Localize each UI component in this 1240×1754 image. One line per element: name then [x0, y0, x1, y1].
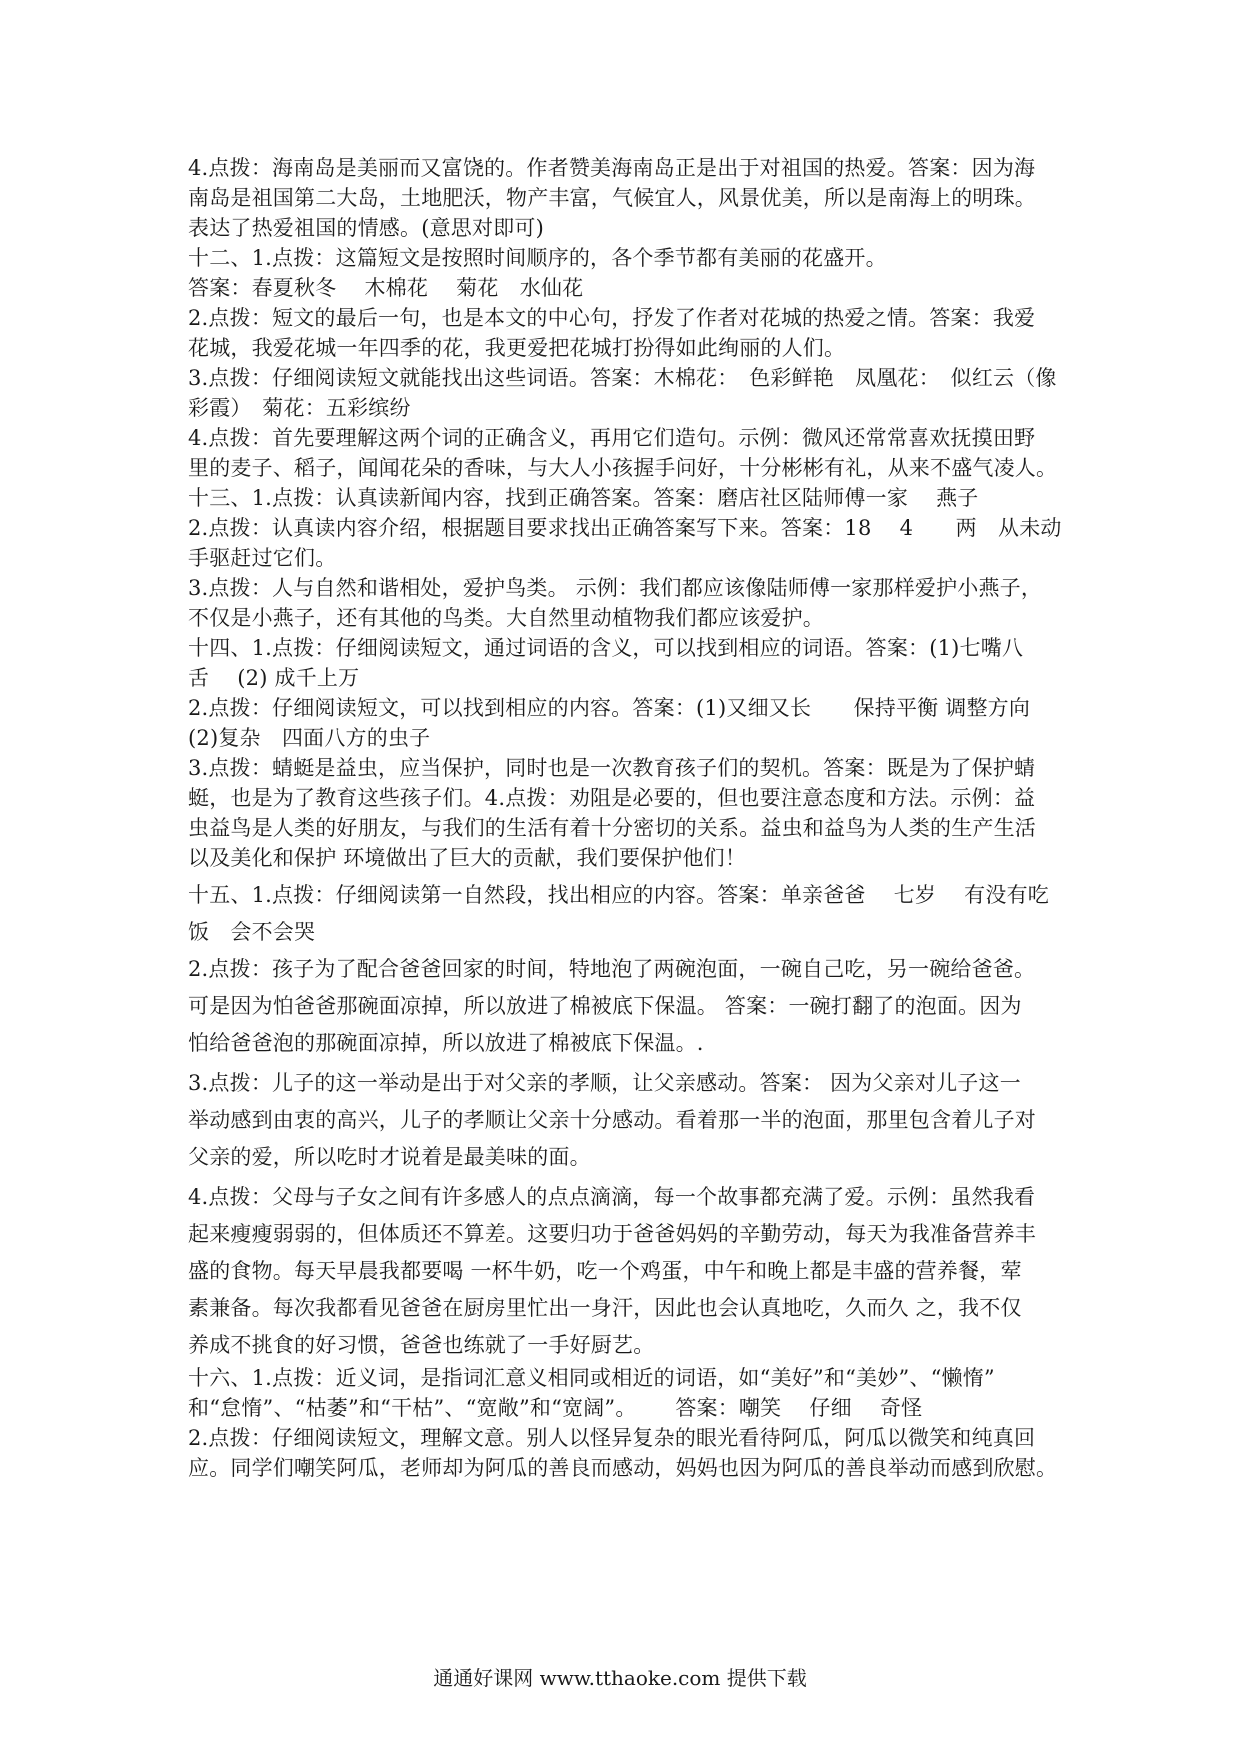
text-line: 十二、1.点拨：这篇短文是按照时间顺序的，各个季节都有美丽的花盛开。 — [188, 246, 887, 270]
page-footer: 通通好课网 www.tthaoke.com 提供下载 — [433, 1666, 807, 1690]
text-line: 4.点拨：父母与子女之间有许多感人的点点滴滴，每一个故事都充满了爱。示例：虽然我看 — [188, 1185, 1036, 1209]
text-line: 十六、1.点拨：近义词，是指词汇意义相同或相近的词语，如“美好”和“美妙”、“懒惰” — [188, 1366, 995, 1390]
text-line: 3.点拨：人与自然和谐相处，爱护鸟类。 示例：我们都应该像陆师傅一家那样爱护小燕子， — [188, 576, 1043, 600]
text-line: 花城，我爱花城一年四季的花，我更爱把花城打扮得如此绚丽的人们。 — [188, 336, 846, 360]
text-line: 4.点拨：首先要理解这两个词的正确含义，再用它们造句。示例：微风还常常喜欢抚摸田野 — [188, 426, 1036, 450]
text-line: 3.点拨：仔细阅读短文就能找出这些词语。答案：木棉花： 色彩鲜艳 凤凰花： 似红云（像 — [188, 366, 1057, 390]
text-line: 舌 (2) 成千上万 — [188, 666, 360, 690]
text-line: 表达了热爱祖国的情感。(意思对即可) — [188, 216, 544, 240]
text-line: 十三、1.点拨：认真读新闻内容，找到正确答案。答案：磨店社区陆师傅一家 燕子 — [188, 486, 979, 510]
text-line: 可是因为怕爸爸那碗面凉掉，所以放进了棉被底下保温。 答案：一碗打翻了的泡面。因为 — [188, 994, 1022, 1018]
text-line: 答案：春夏秋冬 木棉花 菊花 水仙花 — [188, 276, 584, 300]
text-line: 养成不挑食的好习惯，爸爸也练就了一手好厨艺。 — [188, 1333, 655, 1357]
text-line: 2.点拨：认真读内容介绍，根据题目要求找出正确答案写下来。答案：18 4 两 从未动 — [188, 516, 1062, 540]
text-line: 素兼备。每次我都看见爸爸在厨房里忙出一身汗，因此也会认真地吃，久而久 之，我不仅 — [188, 1296, 1022, 1320]
text-line: 2.点拨：仔细阅读短文，可以找到相应的内容。答案：(1)又细又长 保持平衡 调整方向 — [188, 696, 1031, 720]
text-line: 和“怠惰”、“枯萎”和“干枯”、“宽敞”和“宽阔”。 答案：嘲笑 仔细 奇怪 — [188, 1396, 923, 1420]
text-line: 饭 会不会哭 — [188, 920, 316, 944]
text-line: 以及美化和保护 环境做出了巨大的贡献，我们要保护他们！ — [188, 846, 747, 870]
text-line: 怕给爸爸泡的那碗面凉掉，所以放进了棉被底下保温。. — [188, 1031, 704, 1055]
text-line: 3.点拨：蜻蜓是益虫，应当保护，同时也是一次教育孩子们的契机。答案：既是为了保护蜻 — [188, 756, 1036, 780]
text-line: 十五、1.点拨：仔细阅读第一自然段，找出相应的内容。答案：单亲爸爸 七岁 有没有吃 — [188, 883, 1049, 907]
text-line: 虫益鸟是人类的好朋友，与我们的生活有着十分密切的关系。益虫和益鸟为人类的生产生活 — [188, 816, 1036, 840]
text-line: 应。同学们嘲笑阿瓜，老师却为阿瓜的善良而感动，妈妈也因为阿瓜的善良举动而感到欣慰。 — [188, 1456, 1058, 1480]
text-line: 里的麦子、稻子，闻闻花朵的香味，与大人小孩握手问好，十分彬彬有礼，从来不盛气凌人。 — [188, 456, 1058, 480]
text-line: 南岛是祖国第二大岛，土地肥沃，物产丰富，气候宜人，风景优美，所以是南海上的明珠。 — [188, 186, 1036, 210]
text-line: 2.点拨：仔细阅读短文，理解文意。别人以怪异复杂的眼光看待阿瓜，阿瓜以微笑和纯真回 — [188, 1426, 1036, 1450]
text-line: 父亲的爱，所以吃时才说着是最美味的面。 — [188, 1145, 591, 1169]
text-line: 2.点拨：短文的最后一句，也是本文的中心句，抒发了作者对花城的热爱之情。答案：我爱 — [188, 306, 1036, 330]
text-line: 不仅是小燕子，还有其他的鸟类。大自然里动植物我们都应该爱护。 — [188, 606, 824, 630]
text-line: 2.点拨：孩子为了配合爸爸回家的时间，特地泡了两碗泡面，一碗自己吃，另一碗给爸爸。 — [188, 957, 1036, 981]
text-line: 举动感到由衷的高兴，儿子的孝顺让父亲十分感动。看着那一半的泡面，那里包含着儿子对 — [188, 1108, 1036, 1132]
text-line: 起来瘦瘦弱弱的，但体质还不算差。这要归功于爸爸妈妈的辛勤劳动，每天为我准备营养丰 — [188, 1222, 1036, 1246]
text-line: 3.点拨：儿子的这一举动是出于对父亲的孝顺，让父亲感动。答案： 因为父亲对儿子这一 — [188, 1071, 1021, 1095]
text-line: 蜓，也是为了教育这些孩子们。4.点拨：劝阻是必要的，但也要注意态度和方法。示例：益 — [188, 786, 1036, 810]
text-line: 手驱赶过它们。 — [188, 546, 337, 570]
text-line: (2)复杂 四面八方的虫子 — [188, 726, 431, 750]
text-line: 4.点拨：海南岛是美丽而又富饶的。作者赞美海南岛正是出于对祖国的热爱。答案：因为海 — [188, 156, 1036, 180]
text-line: 盛的食物。每天早晨我都要喝 一杯牛奶，吃一个鸡蛋，中午和晚上都是丰盛的营养餐，荤 — [188, 1259, 1022, 1283]
text-line: 彩霞） 菊花：五彩缤纷 — [188, 396, 411, 420]
text-line: 十四、1.点拨：仔细阅读短文，通过词语的含义，可以找到相应的词语。答案：(1)七嘴八 — [188, 636, 1024, 660]
